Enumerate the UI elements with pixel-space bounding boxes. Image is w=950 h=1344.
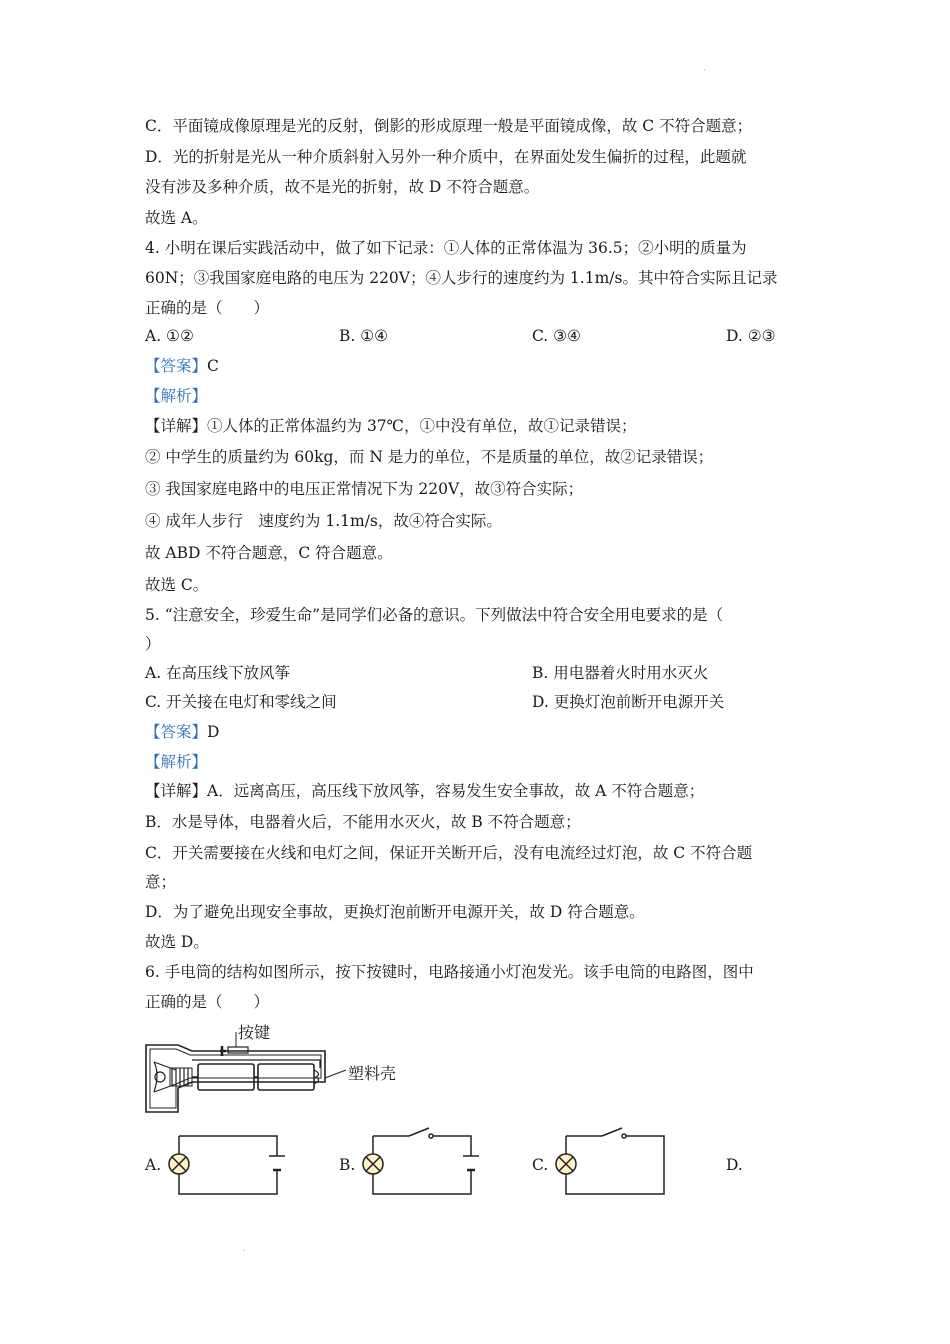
q4-detail-tag: 【详解】 bbox=[145, 417, 208, 435]
q3-option-d-explain-1: D．光的折射是光从一种介质斜射入另外一种介质中，在界面处发生偏折的过程，此题就 bbox=[145, 148, 747, 166]
q4-answer-line bbox=[145, 356, 219, 376]
q5-answer-line bbox=[145, 722, 219, 742]
circuit-a-label: A. bbox=[145, 1156, 162, 1174]
q4-detail-5: 故 ABD 不符合题意，C 符合题意。 bbox=[145, 544, 393, 562]
q4-option-c: C. ③④ bbox=[532, 327, 581, 345]
q4-detail-3: ③ 我国家庭电路中的电压正常情况下为 220V，故③符合实际； bbox=[145, 480, 584, 498]
q4-answer: C bbox=[207, 357, 219, 375]
q5-option-a: A. 在高压线下放风筝 bbox=[145, 664, 291, 682]
q4-option-b: B. ①④ bbox=[339, 327, 389, 345]
q5-answer-tag: 【答案】 bbox=[145, 723, 208, 741]
q4-detail-2: ② 中学生的质量约为 60kg，而 N 是力的单位，不是质量的单位，故②记录错误； bbox=[145, 448, 714, 466]
bottom-mark: · bbox=[243, 1246, 246, 1255]
q4-stem-3: 正确的是（ ） bbox=[145, 299, 270, 317]
q3-option-d-explain-2: 没有涉及多种介质，故不是光的折射，故 D 不符合题意。 bbox=[145, 178, 540, 196]
q5-option-c: C. 开关接在电灯和零线之间 bbox=[145, 693, 337, 711]
q4-detail-4: ④ 成年人步行 速度约为 1.1m/s，故④符合实际。 bbox=[145, 512, 502, 530]
q3-option-c-explain: C．平面镜成像原理是光的反射，倒影的形成原理一般是平面镜成像，故 C 不符合题意； bbox=[145, 117, 753, 135]
q4-analysis-tag: 【解析】 bbox=[145, 387, 208, 405]
q4-choose: 故选 C。 bbox=[145, 576, 209, 594]
q5-detail-1: A．远离高压，高压线下放风筝，容易发生安全事故，故 A 不符合题意； bbox=[207, 782, 705, 800]
flashlight-button-label: 按键 bbox=[238, 1023, 271, 1042]
flashlight-shell-label: 塑料壳 bbox=[348, 1064, 397, 1083]
circuit-b-label: B. bbox=[339, 1156, 356, 1174]
q4-detail-1: ①人体的正常体温约为 37℃，①中没有单位，故①记录错误； bbox=[207, 417, 637, 435]
q5-stem-1: 5. “注意安全，珍爱生命”是同学们必备的意识。下列做法中符合安全用电要求的是（ bbox=[145, 606, 724, 624]
q4-answer-tag: 【答案】 bbox=[145, 357, 208, 375]
q5-analysis-tag: 【解析】 bbox=[145, 753, 208, 771]
q6-stem-2: 正确的是（ ） bbox=[145, 993, 270, 1011]
q5-detail-4: D．为了避免出现安全事故，更换灯泡前断开电源开关，故 D 符合题意。 bbox=[145, 903, 645, 921]
circuit-c-label: C. bbox=[532, 1156, 549, 1174]
q4-detail-1-line bbox=[145, 416, 637, 436]
circuit-a-diagram bbox=[165, 1130, 285, 1200]
corner-mark: · bbox=[703, 66, 706, 75]
q4-option-d: D. ②③ bbox=[726, 327, 776, 345]
q3-choose: 故选 A。 bbox=[145, 209, 208, 227]
q4-stem-1: 4. 小明在课后实践活动中，做了如下记录：①人体的正常体温为 36.5；②小明的质量为 bbox=[145, 239, 747, 257]
circuit-c-diagram bbox=[552, 1125, 672, 1200]
q5-option-b: B. 用电器着火时用水灭火 bbox=[532, 664, 709, 682]
q5-option-d: D. 更换灯泡前断开电源开关 bbox=[532, 693, 725, 711]
q5-answer: D bbox=[207, 723, 220, 741]
q4-option-a: A. ①② bbox=[145, 327, 194, 345]
q5-choose: 故选 D。 bbox=[145, 933, 209, 951]
circuit-b-diagram bbox=[359, 1125, 479, 1200]
q5-detail-1-line bbox=[145, 781, 704, 801]
q5-detail-3b: 意； bbox=[145, 873, 177, 891]
q5-detail-tag: 【详解】 bbox=[145, 782, 208, 800]
circuit-d-label: D. bbox=[726, 1156, 743, 1174]
q4-stem-2: 60N；③我国家庭电路的电压为 220V；④人步行的速度约为 1.1m/s。其中符合实际且记录 bbox=[145, 269, 778, 287]
q6-stem-1: 6. 手电筒的结构如图所示，按下按键时，电路接通小灯泡发光。该手电筒的电路图，图中 bbox=[145, 963, 754, 981]
q5-detail-2: B．水是导体，电器着火后，不能用水灭火，故 B 不符合题意； bbox=[145, 813, 581, 831]
flashlight-diagram bbox=[140, 1030, 355, 1120]
q5-detail-3: C．开关需要接在火线和电灯之间，保证开关断开后，没有电流经过灯泡，故 C 不符合题 bbox=[145, 844, 753, 862]
q5-stem-2: ） bbox=[145, 635, 161, 653]
